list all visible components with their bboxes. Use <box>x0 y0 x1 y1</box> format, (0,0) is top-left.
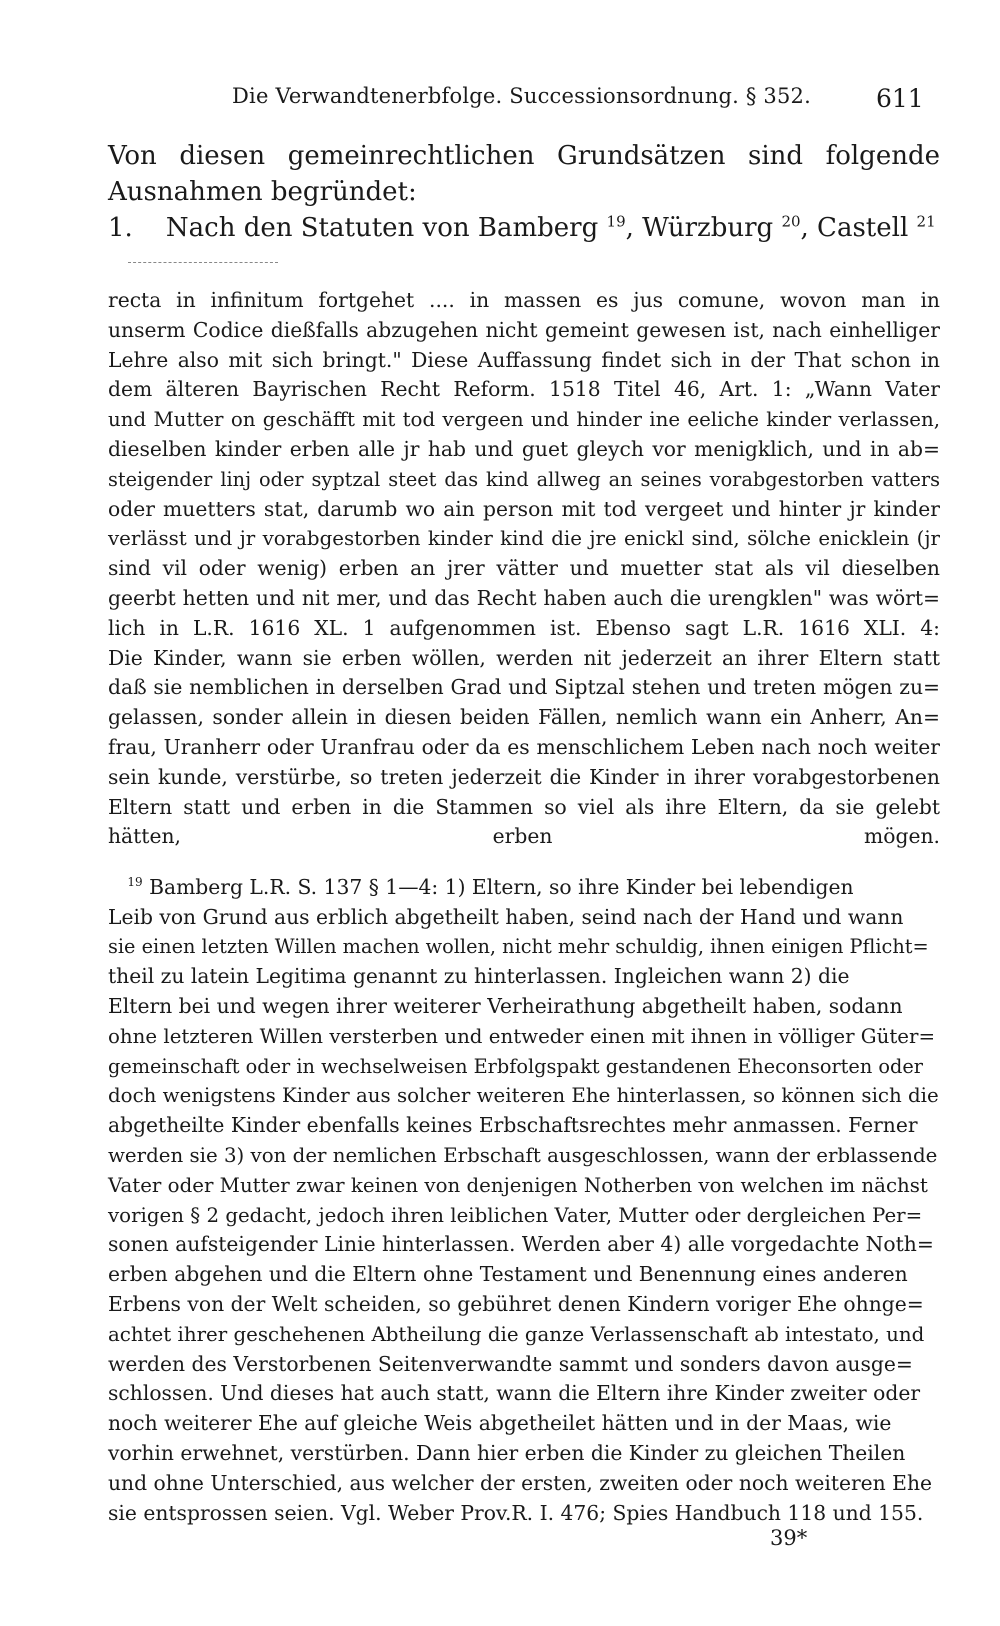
text-line: unserm Codice dießfalls abzugehen nicht gemeint gewesen ist, nach einhelliger <box>108 317 940 342</box>
list-item-text: Nach den Statuten von Bamberg <box>165 213 599 243</box>
footnote-line: doch wenigstens Kinder aus solcher weiteren Ehe hinterlassen, so können sich die <box>108 1084 939 1108</box>
footnote-ref-21: 21 <box>916 212 936 231</box>
footnote-line: sie einen letzten Willen machen wollen, nicht mehr schuldig, ihnen einigen Pflicht= <box>108 935 929 959</box>
footnote-line: abgetheilte Kinder ebenfalls keines Erbschaftsrechtes mehr anmassen. Ferner <box>108 1113 918 1138</box>
text-line: daß sie nemblichen in derselben Grad und Siptzal stehen und treten mögen zu= <box>108 675 940 700</box>
text-line: oder muetters stat, darumb wo ain person mit tod vergeet und hinter jr kinder <box>108 496 940 521</box>
text-line: dem älteren Bayrischen Recht Reform. 1518 Titel 46, Art. 1: „Wann Vater <box>108 377 940 402</box>
text-line: gelassen, sonder allein in diesen beiden Fällen, nemlich wann ein Anherr, An= <box>108 705 940 730</box>
footnote-line: vorigen § 2 gedacht, jedoch ihren leiblichen Vater, Mutter oder dergleichen Per= <box>108 1203 923 1227</box>
text-line: Lehre also mit sich bringt." Diese Auffassung findet sich in der That schon in <box>108 347 940 372</box>
footnote-line: sie entsprossen seien. Vgl. Weber Prov.R. I. 476; Spies Handbuch 118 und 155. <box>108 1500 924 1525</box>
footnote-line: Erbens von der Welt scheiden, so gebühret denen Kindern voriger Ehe ohnge= <box>108 1291 924 1316</box>
footnote-line: sonen aufsteigender Linie hinterlassen. Werden aber 4) alle vorgedachte Noth= <box>108 1232 934 1257</box>
list-item-1 <box>108 210 940 246</box>
text-line: dieselben kinder erben alle jr hab und guet gleych vor menigklich, und in ab= <box>108 436 940 461</box>
footnote-ref-19: 19 <box>606 212 626 231</box>
text-line: Die Kinder, wann sie erben wöllen, werden nit jederzeit an ihrer Eltern statt <box>108 645 940 670</box>
footnote-first-line: Bamberg L.R. S. 137 § 1—4: 1) Eltern, so ihre Kinder bei lebendigen <box>149 874 854 899</box>
text-line: recta in infinitum fortgehet .... in massen es jus comune, wovon man in <box>108 288 940 312</box>
running-head: Die Verwandtenerbfolge. Successionsordnung. § 352. <box>232 84 811 108</box>
footnote-line: Vater oder Mutter zwar keinen von denjenigen Notherben von welchen im nächst <box>108 1173 928 1197</box>
footnote-line: gemeinschaft oder in wechselweisen Erbfolgspakt gestandenen Eheconsorten oder <box>108 1054 923 1078</box>
footnote-marker: 19 <box>127 875 143 889</box>
list-item-sep-1: , Würzburg <box>625 213 774 243</box>
signature-mark: 39* <box>770 1526 808 1550</box>
list-item-number: 1. <box>108 213 133 243</box>
footnote-line: schlossen. Und dieses hat auch statt, wann die Eltern ihre Kinder zweiter oder <box>108 1381 921 1406</box>
page-number: 611 <box>876 84 924 113</box>
footnote-line <box>108 868 940 903</box>
intro-paragraph: Von diesen gemeinrechtlichen Grundsätzen sind folgende Ausnahmen begründet: <box>108 141 940 207</box>
text-line: und Mutter on geschäfft mit tod vergeen und hinder ine eeliche kinder verlassen, <box>108 408 940 432</box>
footnote-line: und ohne Unterschied, aus welcher der ersten, zweiten oder noch weiteren Ehe <box>108 1470 933 1495</box>
footnote-ref-20: 20 <box>781 212 801 231</box>
text-line: frau, Uranherr oder Uranfrau oder da es menschlichem Leben nach noch weiter <box>108 734 940 759</box>
footnote-19 <box>108 868 940 1528</box>
text-line: verlässt und jr vorabgestorben kinder kind die jre enickl sind, sölche enicklein (jr <box>108 527 940 551</box>
text-line: geerbt hetten und nit mer, und das Recht haben auch die urengklen" was wört= <box>108 585 940 610</box>
footnote-line: Leib von Grund aus erblich abgetheilt haben, seind nach der Hand und wann <box>108 904 904 929</box>
footnote-line: vorhin erwehnet, verstürben. Dann hier erben die Kinder zu gleichen Theilen <box>108 1440 906 1465</box>
footnote-line: ohne letzteren Willen versterben und entweder einen mit ihnen in völliger Güter= <box>108 1024 936 1048</box>
section-divider <box>128 262 278 263</box>
footnote-line: Eltern bei und wegen ihrer weiterer Verheirathung abgetheilt haben, sodann <box>108 993 903 1018</box>
footnote-line: werden sie 3) von der nemlichen Erbschaft ausgeschlossen, wann der erblassende <box>108 1143 938 1167</box>
text-line: hätten, erben mögen. <box>108 824 940 849</box>
text-line: lich in L.R. 1616 XL. 1 aufgenommen ist. Ebenso sagt L.R. 1616 XLI. 4: <box>108 615 940 640</box>
text-line: steigender linj oder syptzal steet das kind allweg an seines vorabgestorben vatters <box>108 467 940 491</box>
body-text <box>108 286 940 852</box>
footnote-line: achtet ihrer geschehenen Abtheilung die ganze Verlassenschaft ab intestato, und <box>108 1322 925 1346</box>
footnote-line: theil zu latein Legitima genannt zu hinterlassen. Ingleichen wann 2) die <box>108 964 850 989</box>
text-line: sind vil oder wenig) erben an jrer vätter und muetter stat als vil dieselben <box>108 556 940 581</box>
footnote-line: noch weiterer Ehe auf gleiche Weis abgetheilet hätten und in der Maas, wie <box>108 1411 892 1436</box>
text-line: Eltern statt und erben in die Stammen so viel als ihre Eltern, da sie gelebt <box>108 794 940 819</box>
footnote-line: werden des Verstorbenen Seitenverwandte sammt und sonders davon ausge= <box>108 1351 913 1376</box>
text-line: sein kunde, verstürbe, so treten jederzeit die Kinder in ihrer vorabgestorbenen <box>108 764 940 789</box>
footnote-line: erben abgehen und die Eltern ohne Testament und Benennung eines anderen <box>108 1262 908 1287</box>
list-item-sep-2: , Castell <box>800 213 909 243</box>
